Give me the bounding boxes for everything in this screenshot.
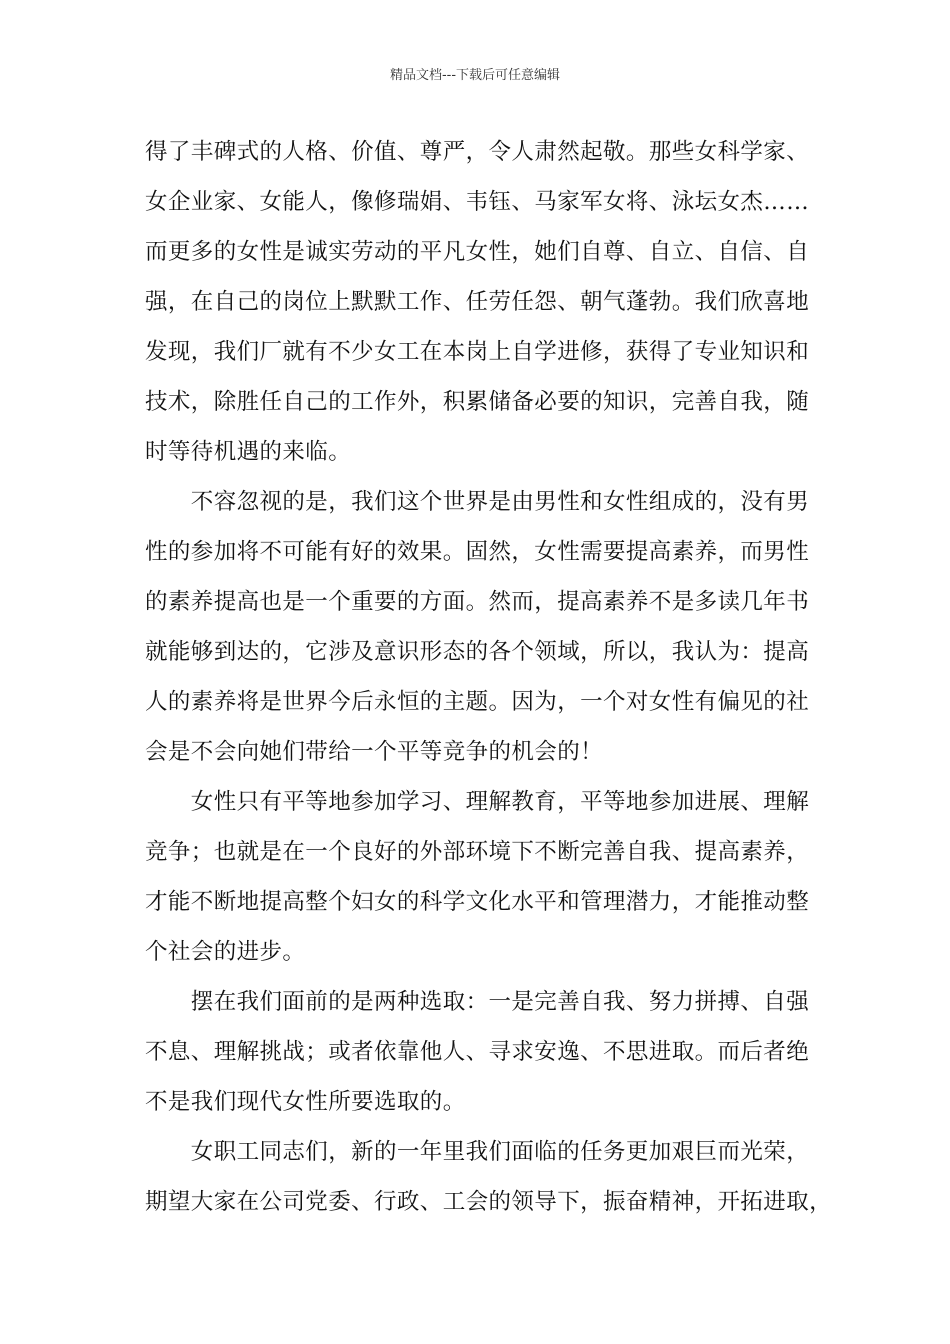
text-line: 强，在自己的岗位上默默工作、任劳任怨、朝气蓬勃。我们欣喜地 — [145, 289, 810, 315]
text-line: 不息、理解挑战；或者依靠他人、寻求安逸、不思进取。而后者绝 — [145, 1039, 810, 1065]
text-line: 技术，除胜任自己的工作外，积累储备必要的知识，完善自我，随 — [145, 389, 810, 415]
document-body — [145, 127, 835, 1227]
text-line: 摆在我们面前的是两种选取：一是完善自我、努力拼搏、自强 — [145, 989, 810, 1015]
text-line: 竞争；也就是在一个良好的外部环境下不断完善自我、提高素养， — [145, 839, 810, 865]
page-header: 精品文档---下载后可任意编辑 — [389, 68, 561, 83]
text-line: 不容忽视的是，我们这个世界是由男性和女性组成的，没有男 — [145, 489, 810, 515]
text-line: 就能够到达的，它涉及意识形态的各个领域，所以，我认为：提高 — [145, 639, 810, 665]
text-line: 才能不断地提高整个妇女的科学文化水平和管理潜力，才能推动整 — [145, 889, 810, 915]
text-line: 发现，我们厂就有不少女工在本岗上自学进修，获得了专业知识和 — [145, 339, 810, 365]
text-line: 时等待机遇的来临。 — [145, 439, 352, 465]
text-line: 得了丰碑式的人格、价值、尊严，令人肃然起敬。那些女科学家、 — [145, 139, 810, 165]
text-line: 女企业家、女能人，像修瑞娟、韦钰、马家军女将、泳坛女杰…… — [145, 189, 810, 215]
text-line: 会是不会向她们带给一个平等竞争的机会的！ — [145, 739, 604, 765]
text-line: 个社会的进步。 — [145, 939, 306, 965]
text-line: 人的素养将是世界今后永恒的主题。因为，一个对女性有偏见的社 — [145, 689, 810, 715]
text-line: 的素养提高也是一个重要的方面。然而，提高素养不是多读几年书 — [145, 589, 810, 615]
text-line: 女性只有平等地参加学习、理解教育，平等地参加进展、理解 — [145, 789, 810, 815]
text-line: 不是我们现代女性所要选取的。 — [145, 1089, 466, 1115]
text-line: 性的参加将不可能有好的效果。固然，女性需要提高素养，而男性 — [145, 539, 810, 565]
text-line: 期望大家在公司党委、行政、工会的领导下，振奋精神，开拓进取， — [145, 1189, 833, 1215]
text-line: 而更多的女性是诚实劳动的平凡女性，她们自尊、自立、自信、自 — [145, 239, 810, 265]
text-line: 女职工同志们，新的一年里我们面临的任务更加艰巨而光荣， — [145, 1139, 810, 1165]
